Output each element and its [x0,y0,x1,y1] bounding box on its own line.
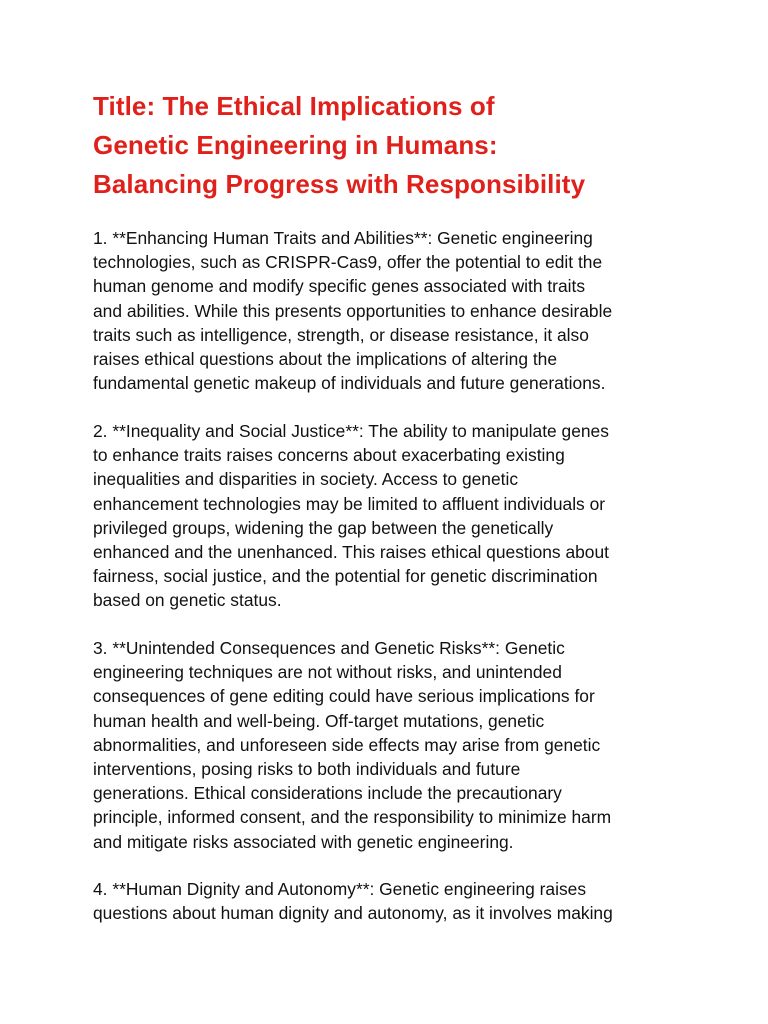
paragraph-inequality-social-justice: 2. **Inequality and Social Justice**: The ability to manipulate genes to enhance traits raises concerns about exacerbating existing inequalities and disparities in society. Access to genetic enhancement technologies may be limited to affluent individuals or privileged groups, widening the gap between the genetically enhanced and the unenhanced. This raises ethical questions about fairness, social justice, and the potential for genetic discrimination based on genetic status. [93,421,609,611]
paragraph-unintended-consequences: 3. **Unintended Consequences and Genetic Risks**: Genetic engineering techniques are not without risks, and unintended consequences of gene editing could have serious implications for human health and well-being. Off-target mutations, genetic abnormalities, and unforeseen side effects may arise from genetic interventions, posing risks to both individuals and future generations. Ethical considerations include the precautionary principle, informed consent, and the responsibility to minimize harm and mitigate risks associated with genetic engineering. [93,638,612,852]
paragraph-human-dignity-autonomy: 4. **Human Dignity and Autonomy**: Genetic engineering raises questions about human dignity and autonomy, as it involves making [93,879,613,924]
document-title: Title: The Ethical Implications of Genetic Engineering in Humans: Balancing Progress with Responsibility [93,91,586,199]
paragraph-enhancing-human-traits: 1. **Enhancing Human Traits and Abilities**: Genetic engineering technologies, such as CRISPR-Cas9, offer the potential to edit the human genome and modify specific genes associated with traits and abilities. While this presents opportunities to enhance desirable traits such as intelligence, strength, or disease resistance, it also raises ethical questions about the implications of altering the fundamental genetic makeup of individuals and future generations. [93,228,613,394]
